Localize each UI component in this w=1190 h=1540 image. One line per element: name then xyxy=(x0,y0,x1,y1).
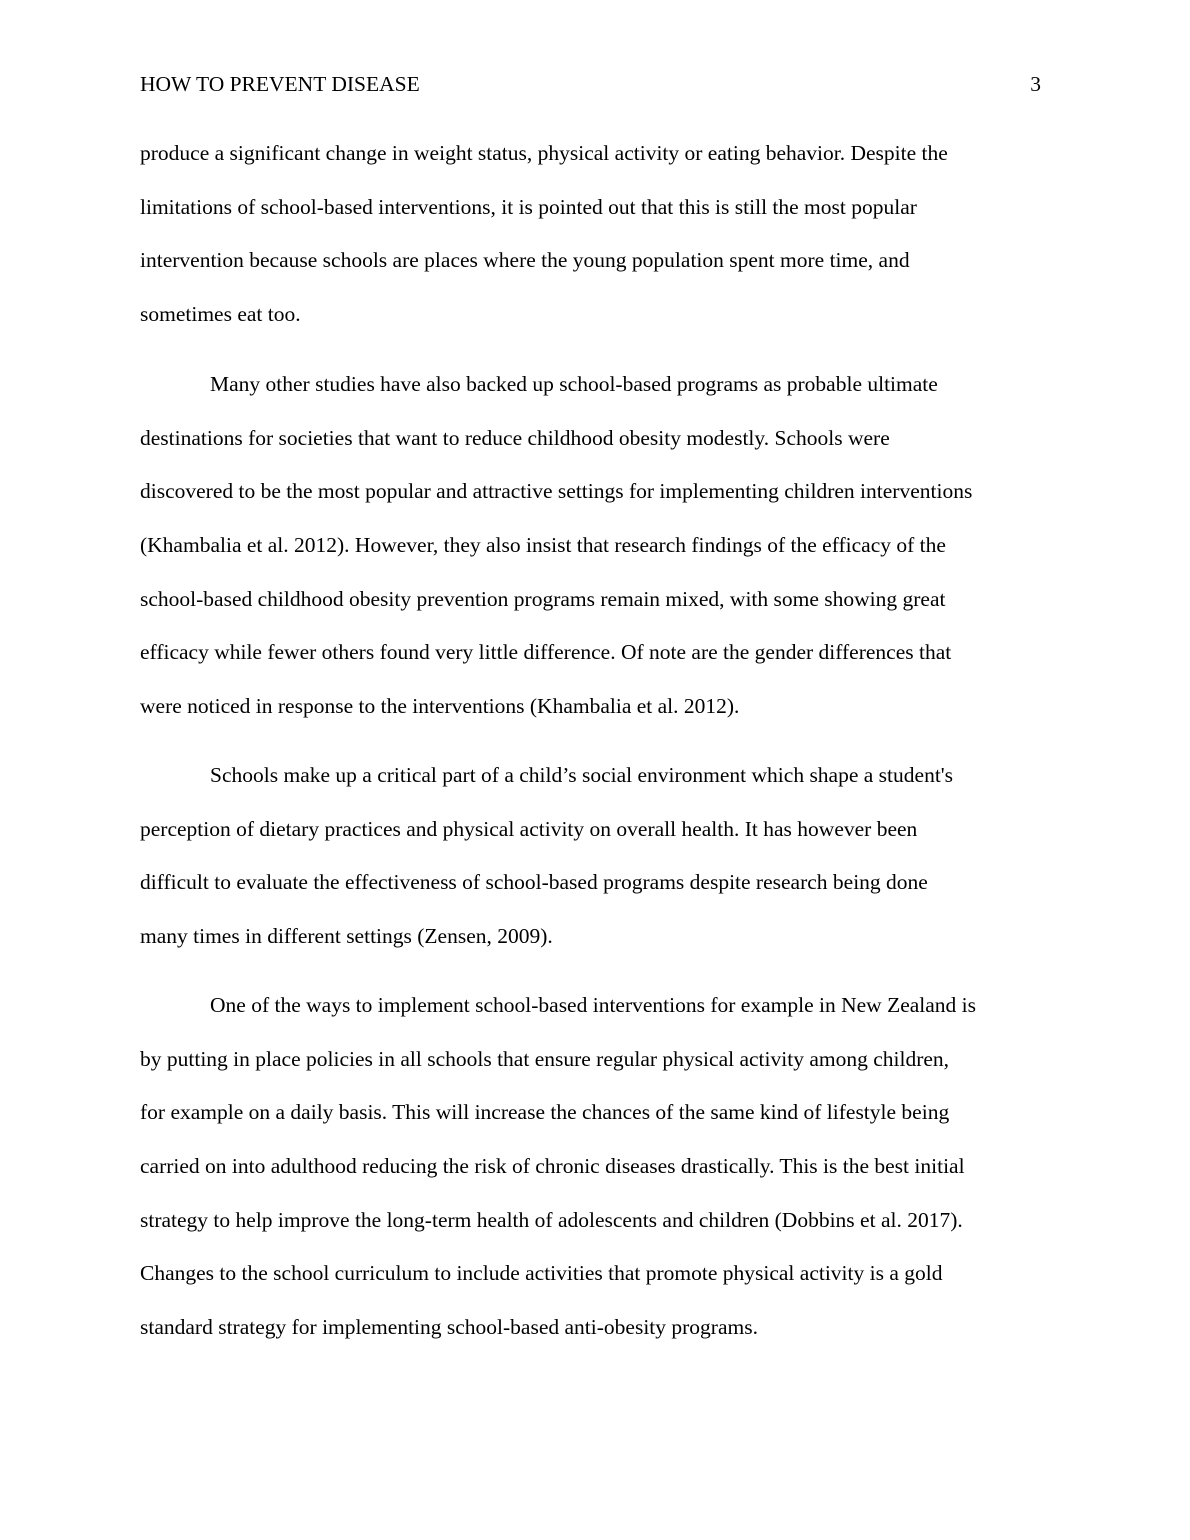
paragraph-line: discovered to be the most popular and attractive settings for implementing children interventions xyxy=(140,479,973,504)
page-number: 3 xyxy=(1030,72,1041,96)
paragraph-line: sometimes eat too. xyxy=(140,302,301,327)
paragraph-line: strategy to help improve the long-term health of adolescents and children (Dobbins et al. 2017). xyxy=(140,1207,963,1232)
paragraph-1 xyxy=(140,127,1060,342)
paragraph-line: produce a significant change in weight status, physical activity or eating behavior. Despite the xyxy=(140,141,948,165)
paragraph-line: Many other studies have also backed up school-based programs as probable ultimate xyxy=(210,372,938,396)
paragraph-line: destinations for societies that want to reduce childhood obesity modestly. Schools were xyxy=(140,425,890,450)
paragraph-line: Changes to the school curriculum to include activities that promote physical activity is a gold xyxy=(140,1261,943,1286)
paragraph-line: for example on a daily basis. This will increase the chances of the same kind of lifestyle being xyxy=(140,1100,950,1125)
paragraph-line: One of the ways to implement school-based interventions for example in New Zealand is xyxy=(210,993,977,1017)
paragraph-line: difficult to evaluate the effectiveness of school-based programs despite research being done xyxy=(140,870,928,895)
paragraph-3 xyxy=(140,749,1060,964)
paragraph-line: carried on into adulthood reducing the risk of chronic diseases drastically. This is the best initial xyxy=(140,1154,965,1179)
paragraph-line: were noticed in response to the interventions (Khambalia et al. 2012). xyxy=(140,694,740,719)
running-head: HOW TO PREVENT DISEASE xyxy=(140,72,420,96)
paragraph-line: Schools make up a critical part of a child’s social environment which shape a student's xyxy=(210,763,954,787)
paragraph-line: by putting in place policies in all schools that ensure regular physical activity among children, xyxy=(140,1046,950,1071)
paragraph-line: school-based childhood obesity prevention programs remain mixed, with some showing great xyxy=(140,586,946,611)
paragraph-line: many times in different settings (Zensen, 2009). xyxy=(140,924,553,949)
paragraph-line: perception of dietary practices and physical activity on overall health. It has however been xyxy=(140,816,918,841)
paragraph-line: efficacy while fewer others found very little difference. Of note are the gender differences that xyxy=(140,640,952,665)
paragraph-2 xyxy=(140,358,1060,734)
paragraph-4 xyxy=(140,979,1060,1355)
paragraph-line: standard strategy for implementing school-based anti-obesity programs. xyxy=(140,1315,758,1340)
paragraph-line: intervention because schools are places where the young population spent more time, and xyxy=(140,248,910,273)
paragraph-line: limitations of school-based interventions, it is pointed out that this is still the most popular xyxy=(140,194,917,219)
paragraph-line: (Khambalia et al. 2012). However, they also insist that research findings of the efficacy of the xyxy=(140,533,946,558)
